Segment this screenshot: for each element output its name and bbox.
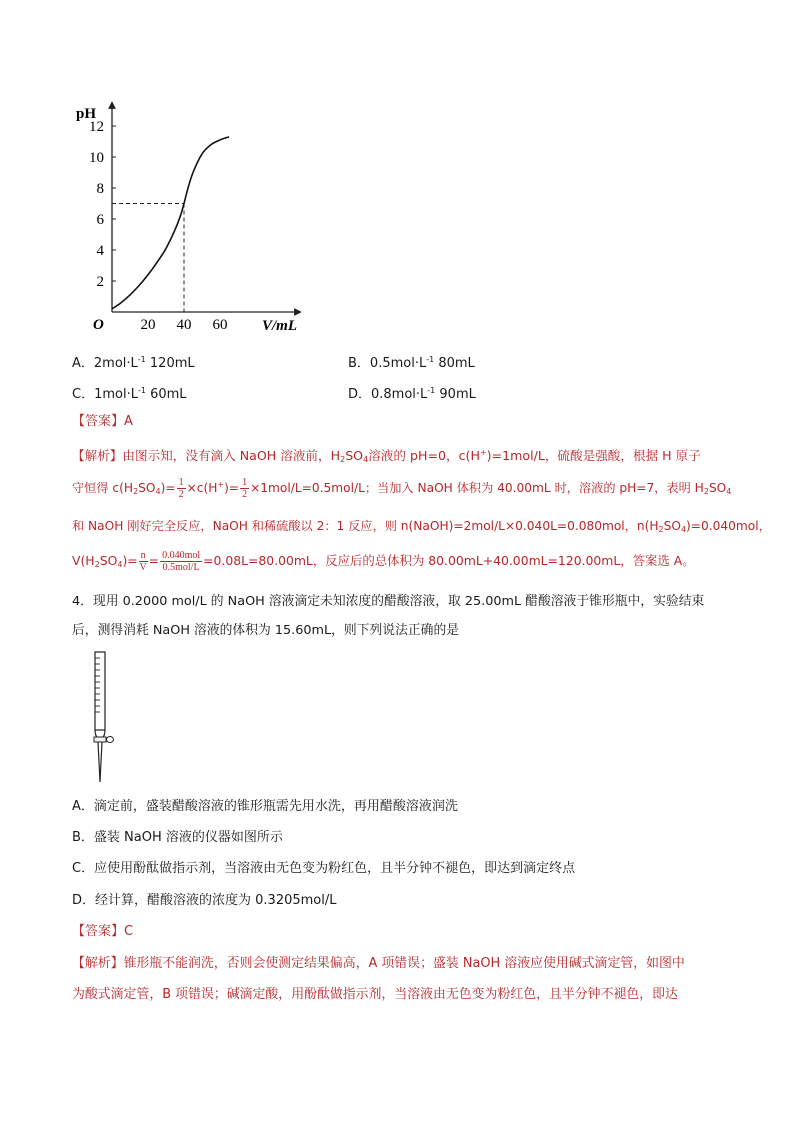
text: ×c(H <box>186 481 218 495</box>
text: = <box>148 553 160 568</box>
subscript: 2 <box>340 455 346 464</box>
q3-option-d <box>348 382 476 404</box>
q3-analysis-line-3 <box>72 517 771 539</box>
subscript: 4 <box>117 560 123 569</box>
text: )=0.040mol， <box>686 519 771 533</box>
x-tick-label: 40 <box>176 317 192 333</box>
text: SO <box>663 519 681 533</box>
text: )= <box>224 481 240 495</box>
q4-option-a: A．滴定前，盛装醋酸溶液的锥形瓶需先用水洗，再用醋酸溶液润洗 <box>72 799 458 814</box>
text: SO <box>99 553 118 568</box>
x-ticks <box>141 317 228 333</box>
q4-analysis-line-1 <box>72 955 685 973</box>
fraction <box>160 550 202 573</box>
y-tick-label: 12 <box>89 119 104 135</box>
denominator: V <box>139 562 147 573</box>
y-tick-label: 8 <box>96 181 104 197</box>
text: SO <box>138 481 156 495</box>
denominator: 0.5mol/L <box>162 562 200 573</box>
acid-burette-illustration <box>85 650 125 785</box>
x-tick-label: 20 <box>140 317 156 333</box>
text: )= <box>122 553 138 568</box>
text: SO <box>708 481 727 495</box>
subscript: 4 <box>155 487 161 496</box>
q3-option-c-sup: -1 <box>137 386 146 395</box>
fraction <box>240 477 249 500</box>
q4-answer-label: 【答案】 <box>72 924 125 939</box>
text: SO <box>345 448 364 463</box>
subscript: 4 <box>726 487 732 496</box>
y-axis-label: pH <box>76 106 97 122</box>
y-tick-label: 6 <box>96 212 104 228</box>
text: =0.08L=80.00mL，反应后的总体积为 80.00mL+40.00mL=120.00mL，答案选 A。 <box>203 553 695 568</box>
y-tick-label: 10 <box>89 150 104 166</box>
text: )=1mol/L，硫酸是强酸，根据 H 原子 <box>486 448 701 463</box>
q4-answer <box>72 923 133 941</box>
q3-analysis-line-2 <box>72 476 731 501</box>
subscript: 2 <box>94 560 100 569</box>
q3-option-b-text: B．0.5mol·L <box>348 356 427 371</box>
numerator: 1 <box>242 477 248 488</box>
numerator: n <box>140 550 146 561</box>
text: )= <box>160 481 176 495</box>
y-tick-label: 2 <box>96 274 104 290</box>
q4-option-d: D．经计算，醋酸溶液的浓度为 0.3205mol/L <box>72 893 337 908</box>
q4-analysis-line-2: 为酸式滴定管，B 项错误；碱滴定酸，用酚酞做指示剂，当溶液由无色变为粉红色，且半分钟不褪色，即达 <box>72 987 678 1002</box>
x-tick-label: 60 <box>212 317 228 333</box>
numerator: 1 <box>178 477 184 488</box>
graduation-marks <box>95 658 100 712</box>
y-tick-label: 4 <box>96 243 104 259</box>
q4-answer-value: C <box>124 924 134 939</box>
q3-option-a-sup: -1 <box>137 355 146 364</box>
text: 溶液的 pH=0，c(H <box>368 448 480 463</box>
text: 锥形瓶不能润洗，否则会使测定结果偏高，A 项错误；盛装 NaOH 溶液应使用碱式滴定管，如图中 <box>123 956 685 971</box>
x-axis-label: V/mL <box>262 318 298 334</box>
q3-option-b-suffix: 80mL <box>434 356 475 371</box>
q3-analysis-line-4 <box>72 550 695 574</box>
q3-option-a-suffix: 120mL <box>145 356 195 371</box>
ph-curve <box>112 137 229 309</box>
q3-option-d-text: D．0.8mol·L <box>348 387 428 402</box>
q3-option-a <box>72 351 195 373</box>
q3-option-d-suffix: 90mL <box>435 387 476 402</box>
origin-label: O <box>93 317 104 333</box>
denominator: 2 <box>178 489 184 500</box>
subscript: 4 <box>680 525 687 534</box>
q3-answer-value: A <box>124 414 133 429</box>
q3-option-b-sup: -1 <box>426 355 435 364</box>
q3-option-c-suffix: 60mL <box>145 387 187 402</box>
q3-answer-label: 【答案】 <box>72 414 125 429</box>
q3-analysis-label: 【解析】 <box>72 448 123 463</box>
text: V(H <box>72 553 95 568</box>
subscript: 4 <box>363 455 369 464</box>
text: 由图示知，没有滴入 NaOH 溶液前，H <box>122 448 341 463</box>
subscript: 2 <box>133 487 139 496</box>
subscript: 2 <box>658 525 664 534</box>
q3-analysis-line-1 <box>72 444 701 469</box>
q3-answer <box>72 413 133 431</box>
stopcock-barrel <box>94 737 106 742</box>
burette-tip <box>98 742 102 782</box>
text: 和 NaOH 刚好完全反应，NaOH 和稀硫酸以 2：1 反应，则 n(NaOH)=2mol/L×0.040L=0.080mol，n(H <box>72 519 659 533</box>
q3-option-c <box>72 382 187 404</box>
superscript: + <box>479 448 487 457</box>
q4-option-b: B．盛装 NaOH 溶液的仪器如图所示 <box>72 830 283 845</box>
fraction <box>177 477 186 500</box>
text: ×1mol/L=0.5mol/L；当加入 NaOH 体积为 40.00mL 时，溶液的 pH=7，表明 H <box>250 481 704 495</box>
q3-option-d-sup: -1 <box>427 386 436 395</box>
q4-analysis-label: 【解析】 <box>72 956 124 971</box>
q3-option-a-text: A．2mol·L <box>72 356 138 371</box>
titration-curve-chart <box>60 95 320 340</box>
text: 守恒得 c(H <box>72 481 134 495</box>
subscript: 2 <box>703 487 709 496</box>
q3-option-b <box>348 351 475 373</box>
q3-option-c-text: C．1mol·L <box>72 387 138 402</box>
q4-stem-line-1: 4．现用 0.2000 mol/L 的 NaOH 溶液滴定未知浓度的醋酸溶液，取 25.00mL 醋酸溶液于锥形瓶中，实验结束 <box>72 594 705 609</box>
denominator: 2 <box>242 489 248 500</box>
q4-option-c: C．应使用酚酞做指示剂，当溶液由无色变为粉红色，且半分钟不褪色，即达到滴定终点 <box>72 861 576 876</box>
numerator: 0.040mol <box>162 550 201 561</box>
superscript: + <box>217 480 225 489</box>
stopcock-handle <box>107 737 114 743</box>
q4-stem-line-2: 后，测得消耗 NaOH 溶液的体积为 15.60mL，则下列说法正确的是 <box>72 623 460 638</box>
fraction <box>139 550 148 573</box>
